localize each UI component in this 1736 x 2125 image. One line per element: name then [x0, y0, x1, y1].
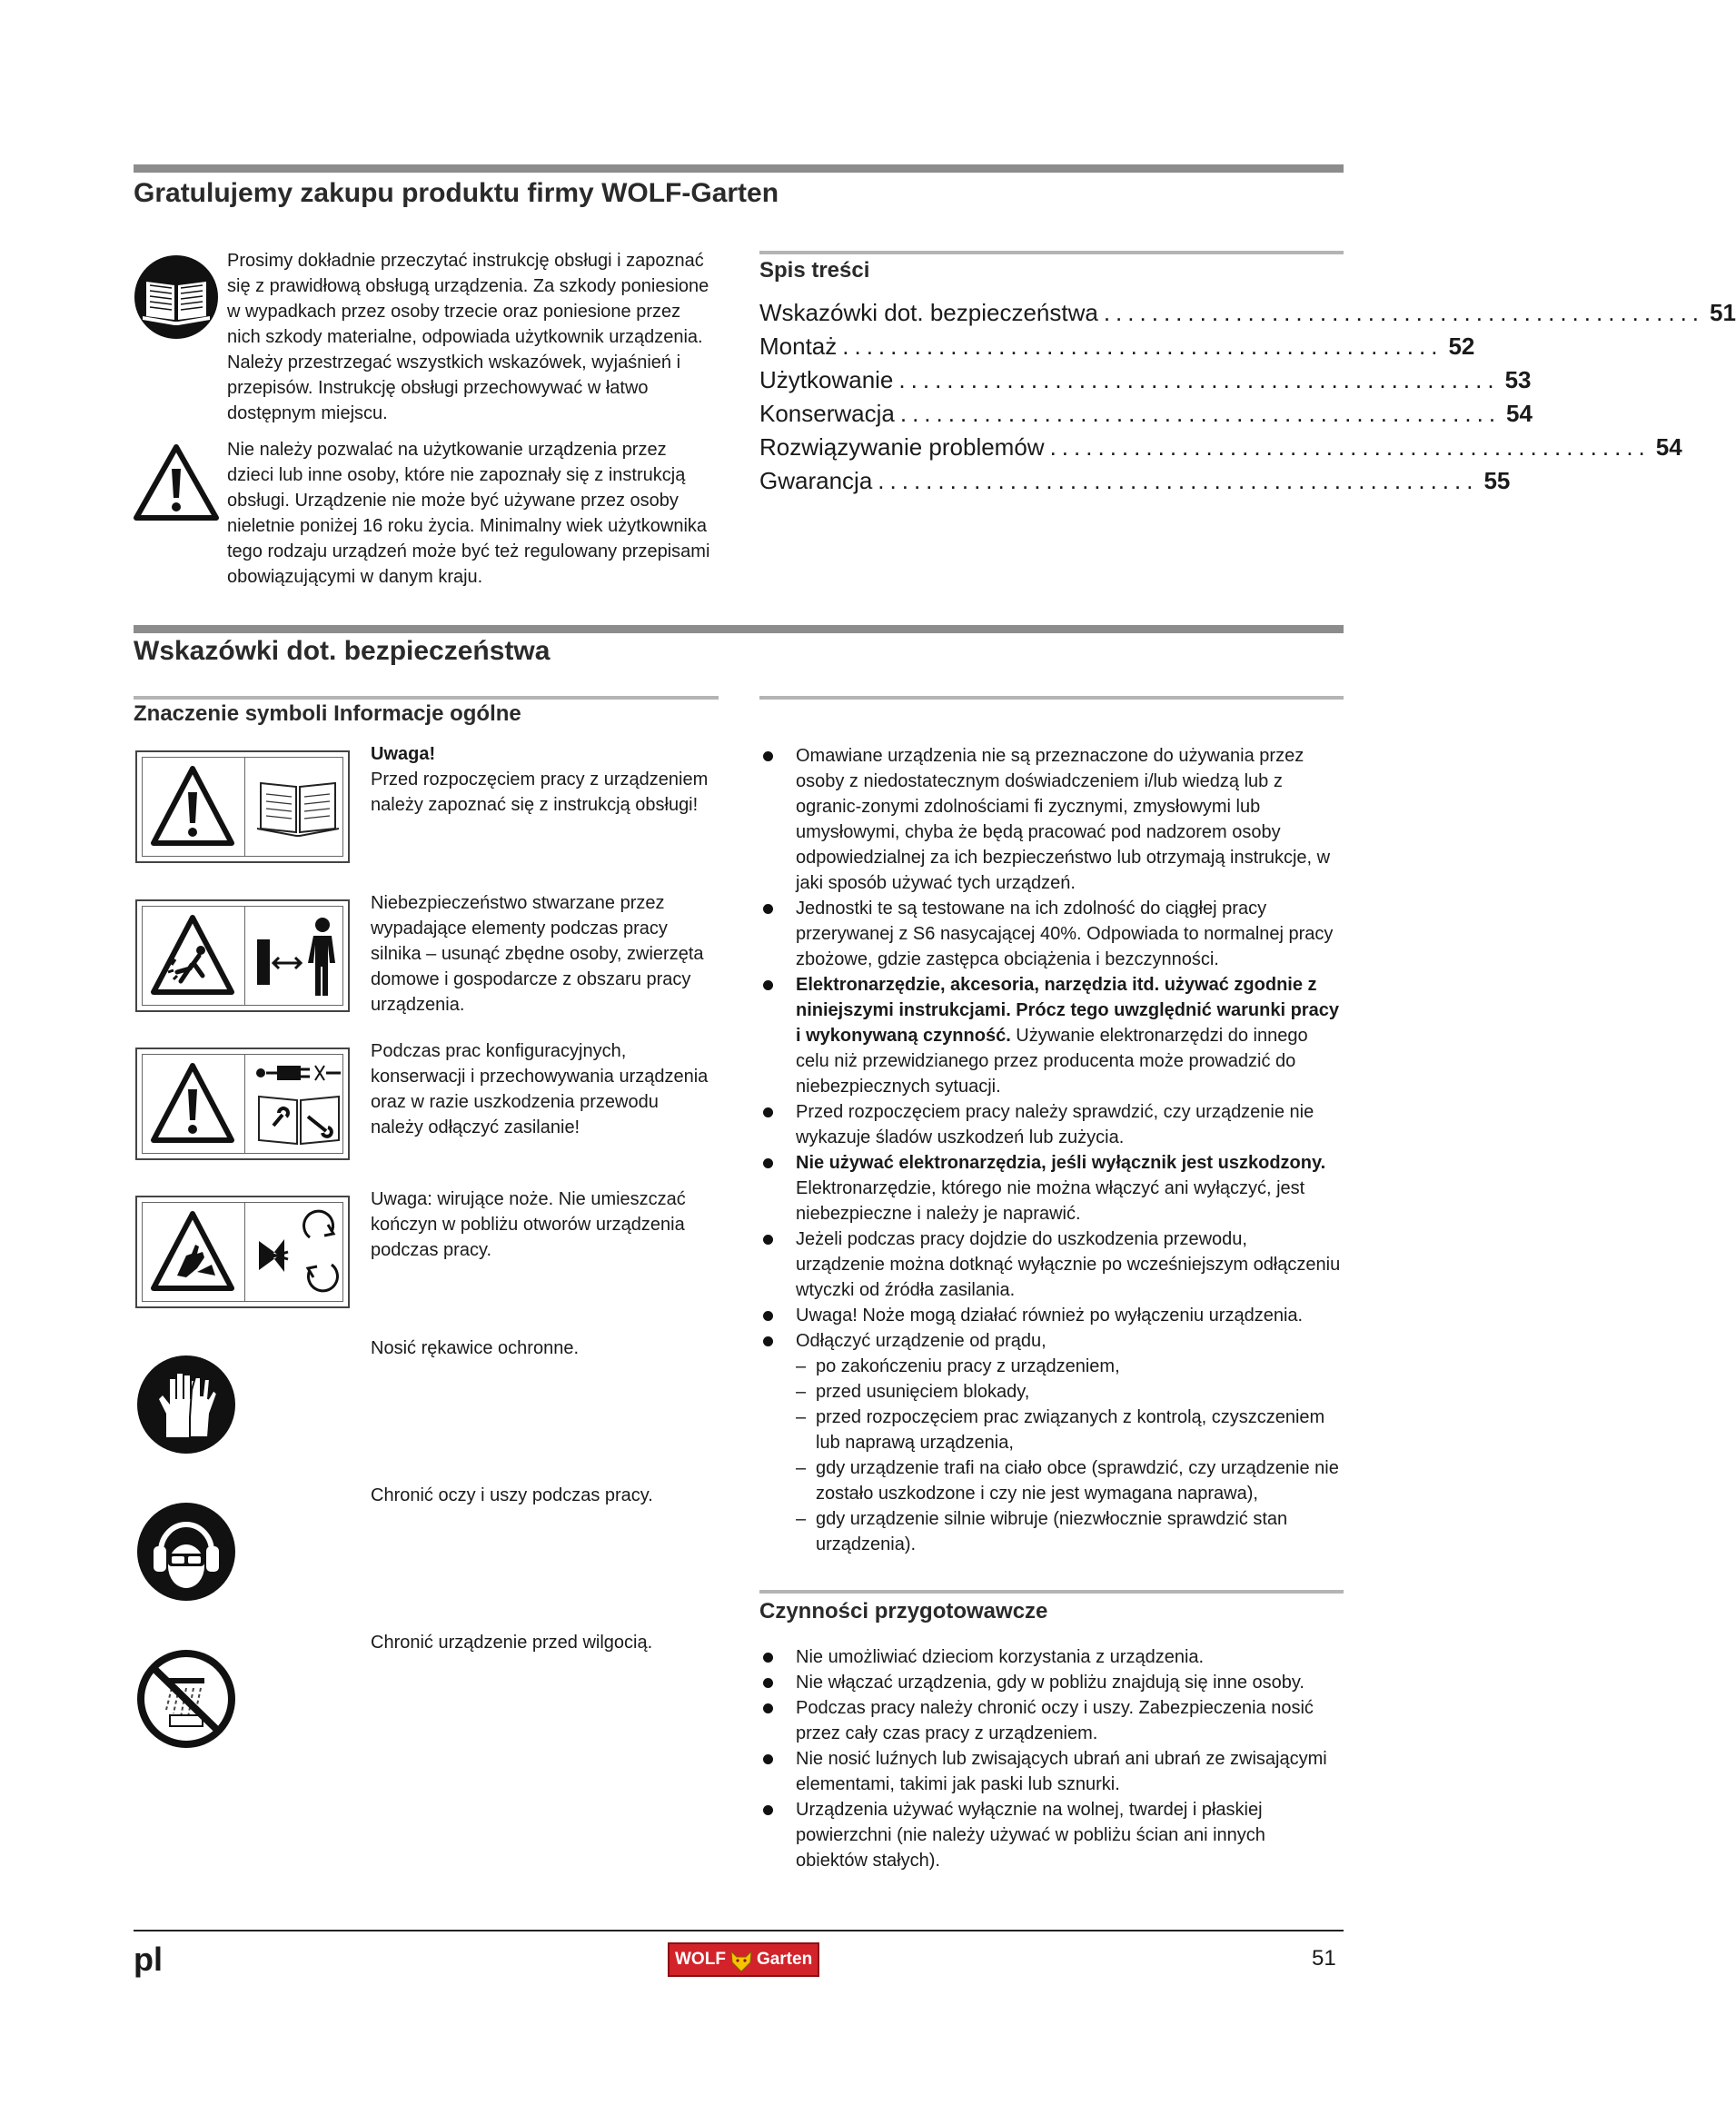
toc-page: 54	[1655, 433, 1682, 461]
list-item: Uwaga! Noże mogą działać również po wyłączeniu urządzenia.	[759, 1303, 1341, 1328]
toc-title: Spis treści	[759, 258, 870, 283]
toc-page: 52	[1448, 333, 1475, 360]
rotating-knives-icon	[252, 1210, 344, 1294]
unplug-manual-icon	[252, 1060, 346, 1151]
page-number: 51	[1312, 1946, 1336, 1971]
toc-page: 54	[1506, 400, 1533, 427]
toc-page: 53	[1504, 366, 1532, 393]
keep-distance-person-icon	[252, 914, 344, 999]
symbol-text: Przed rozpoczęciem pracy z urządzeniem należy zapoznać się z instrukcją obsługi!	[371, 770, 709, 815]
logo-text-left: WOLF	[675, 1950, 726, 1969]
list-item: Nie nosić luźnych lub zwisających ubrań ani ubrań ze zwisającymi elementami, takimi jak paski lub sznurki.	[759, 1746, 1341, 1797]
list-item: Nie umożliwiać dzieciom korzystania z urządzenia.	[759, 1644, 1341, 1670]
disconnect-sublist	[796, 1354, 1341, 1557]
symbol-flying-debris	[135, 899, 350, 1012]
page-title: Gratulujemy zakupu produktu firmy WOLF-Garten	[134, 178, 779, 208]
symbol-rotating-knives	[135, 1196, 350, 1308]
sub-list-item: – przed usunięciem blokady,	[796, 1379, 1341, 1405]
symbol-desc-7: Chronić urządzenie przed wilgocią.	[371, 1633, 653, 1653]
flying-debris-icon	[150, 912, 235, 999]
toc-page: 51	[1710, 299, 1736, 326]
general-rule	[759, 696, 1344, 700]
warning-triangle-icon	[150, 763, 235, 850]
toc-label: Rozwiązywanie problemów	[759, 433, 1045, 461]
list-item: Przed rozpoczęciem pracy należy sprawdzić, czy urządzenie nie wykazuje śladów uszkodzeń lub zużycia.	[759, 1099, 1341, 1150]
warning-triangle-icon	[150, 1060, 235, 1147]
symbol-desc-6: Chronić oczy i uszy podczas pracy.	[371, 1485, 653, 1505]
symbols-title: Znaczenie symboli Informacje ogólne	[134, 701, 521, 726]
toc-item[interactable]: Użytkowanie .................................................. 53	[759, 363, 1344, 397]
eye-ear-protection-icon	[135, 1501, 237, 1603]
list-item: Podczas pracy należy chronić oczy i uszy. Zabezpieczenia nosić przez cały czas pracy z urządzeniem.	[759, 1695, 1341, 1746]
symbol-read-manual	[135, 750, 350, 863]
table-of-contents	[759, 296, 1736, 498]
intro-paragraph-2: Nie należy pozwalać na użytkowanie urządzenia przez dzieci lub inne osoby, które nie zapoznały się z instrukcją obsługi. Urządzenie nie może być używane przez osoby nieletnie poniżej 16 roku życia. Minimalny wiek użytkownika tego rodzaju urządzeń może być też regulowany przepisami obowiązującymi w danym kraju.	[227, 440, 710, 587]
general-safety-list	[759, 743, 1341, 1557]
toc-item[interactable]: Gwarancja .................................................. 55	[759, 464, 1344, 498]
toc-label: Montaż	[759, 333, 838, 360]
symbol-unplug	[135, 1048, 350, 1160]
wolf-garten-logo	[668, 1942, 819, 1977]
gloves-icon	[135, 1354, 237, 1455]
safety-rule	[134, 625, 1344, 633]
list-item: Odłączyć urządzenie od prądu, – po zakończeniu pracy z urządzeniem, – przed usunięciem blokady, – przed rozpoczęciem prac związanych z kontrolą, czyszczeniem lub naprawą urządzenia, – gdy urządzenie trafi na ciało obce (sprawdzić, czy urządzenie nie zostało uszkodzone i czy nie jest wymagana naprawa), – gdy urządzenie silnie wibruje (niezwłocznie sprawdzić stan urządzenia).	[759, 1328, 1341, 1557]
list-item: Jednostki te są testowane na ich zdolność do ciągłej pracy przerywanej z S6 nasycającej 40%. Odpowiada to normalnej pracy zbożowe, gdzie zastępca obciążenia i bezczynności.	[759, 896, 1341, 972]
prep-list	[759, 1644, 1341, 1873]
toc-item[interactable]: Rozwiązywanie problemów .................................................. 54	[759, 431, 1344, 464]
toc-item[interactable]: Konserwacja .................................................. 54	[759, 397, 1344, 431]
manual-book-icon	[134, 254, 219, 340]
prep-rule	[759, 1590, 1344, 1594]
symbols-rule	[134, 696, 719, 700]
rotating-blade-hand-icon	[150, 1208, 235, 1296]
sub-list-item: – gdy urządzenie trafi na ciało obce (sprawdzić, czy urządzenie nie zostało uszkodzone i czy nie jest wymagana naprawa),	[796, 1455, 1341, 1506]
symbol-desc-3: Podczas prac konfiguracyjnych, konserwacji i przechowywania urządzenia oraz w razie uszkodzenia przewodu należy odłączyć zasilanie!	[371, 1041, 709, 1137]
language-code: pl	[134, 1941, 163, 1978]
symbol-desc-4: Uwaga: wirujące noże. Nie umieszczać kończyn w pobliżu otworów urządzenia podczas pracy.	[371, 1189, 686, 1260]
wolf-head-icon	[728, 1946, 755, 1973]
safety-title: Wskazówki dot. bezpieczeństwa	[134, 636, 551, 666]
warning-triangle-icon	[134, 443, 219, 521]
manual-book-icon	[253, 772, 342, 841]
list-item: Elektronarzędzie, akcesoria, narzędzia itd. używać zgodnie z niniejszymi instrukcjami. Prócz tego uwzględnić warunki pracy i wykonywaną czynność. Używanie elektronarzędzi do innego celu niż przewidzianego przez producenta może prowadzić do niebezpiecznych sytuacji.	[759, 972, 1341, 1099]
list-item: Jeżeli podczas pracy dojdzie do uszkodzenia przewodu, urządzenie można dotknąć wyłącznie po wcześniejszym odłączeniu wtyczki od źródła zasilania.	[759, 1226, 1341, 1303]
symbol-desc-2: Niebezpieczeństwo stwarzane przez wypadające elementy podczas pracy silnika – usunąć zbędne osoby, zwierzęta domowe i gospodarcze z obszaru pracy urządzenia.	[371, 893, 704, 1015]
symbol-heading: Uwaga!	[371, 744, 436, 764]
toc-label: Wskazówki dot. bezpieczeństwa	[759, 299, 1098, 326]
sub-list-item: – przed rozpoczęciem prac związanych z kontrolą, czyszczeniem lub naprawą urządzenia,	[796, 1405, 1341, 1455]
toc-page: 55	[1483, 467, 1511, 494]
header-rule	[134, 164, 1344, 173]
toc-label: Gwarancja	[759, 467, 873, 494]
list-item: Nie używać elektronarzędzia, jeśli wyłącznik jest uszkodzony. Elektronarzędzie, którego nie można włączyć ani wyłączyć, jest niebezpieczne i należy je naprawić.	[759, 1150, 1341, 1226]
prep-title: Czynności przygotowawcze	[759, 1599, 1048, 1624]
toc-label: Konserwacja	[759, 400, 895, 427]
sub-list-item: – po zakończeniu pracy z urządzeniem,	[796, 1354, 1341, 1379]
intro-paragraph-1: Prosimy dokładnie przeczytać instrukcję obsługi i zapoznać się z prawidłową obsługą urządzenia. Za szkody poniesione w wypadkach przez osoby trzecie oraz poniesione przez nich szkody materialne, odpowiada użytkownik urządzenia. Należy przestrzegać wszystkich wskazówek, wyjaśnień i przepisów. Instrukcję obsługi przechowywać w łatwo dostępnym miejscu.	[227, 251, 709, 423]
toc-item[interactable]: Montaż .................................................. 52	[759, 330, 1344, 363]
logo-text-right: Garten	[756, 1950, 813, 1969]
toc-rule	[759, 251, 1344, 254]
list-item: Omawiane urządzenia nie są przeznaczone do używania przez osoby z niedostatecznym doświadczeniem i/lub wiedzą lub z ogranic-zonymi zdolnościami fi zycznymi, zmysłowymi lub umysłowymi, chyba że będą pracować pod nadzorem osoby odpowiedzialnej za ich bezpieczeństwo lub otrzymają instrukcje, w jaki sposób używać tych urządzeń.	[759, 743, 1341, 896]
list-item: Urządzenia używać wyłącznie na wolnej, twardej i płaskiej powierzchni (nie należy używać w pobliżu ścian ani innych obiektów stałych).	[759, 1797, 1341, 1873]
symbol-desc-1	[371, 741, 716, 818]
sub-list-item: – gdy urządzenie silnie wibruje (niezwłocznie sprawdzić stan urządzenia).	[796, 1506, 1341, 1557]
toc-item[interactable]: Wskazówki dot. bezpieczeństwa .................................................. 51	[759, 296, 1344, 330]
footer-rule	[134, 1930, 1344, 1931]
symbol-desc-5: Nosić rękawice ochronne.	[371, 1338, 579, 1358]
toc-label: Użytkowanie	[759, 366, 894, 393]
list-item: Nie włączać urządzenia, gdy w pobliżu znajdują się inne osoby.	[759, 1670, 1341, 1695]
no-rain-icon	[135, 1648, 237, 1750]
